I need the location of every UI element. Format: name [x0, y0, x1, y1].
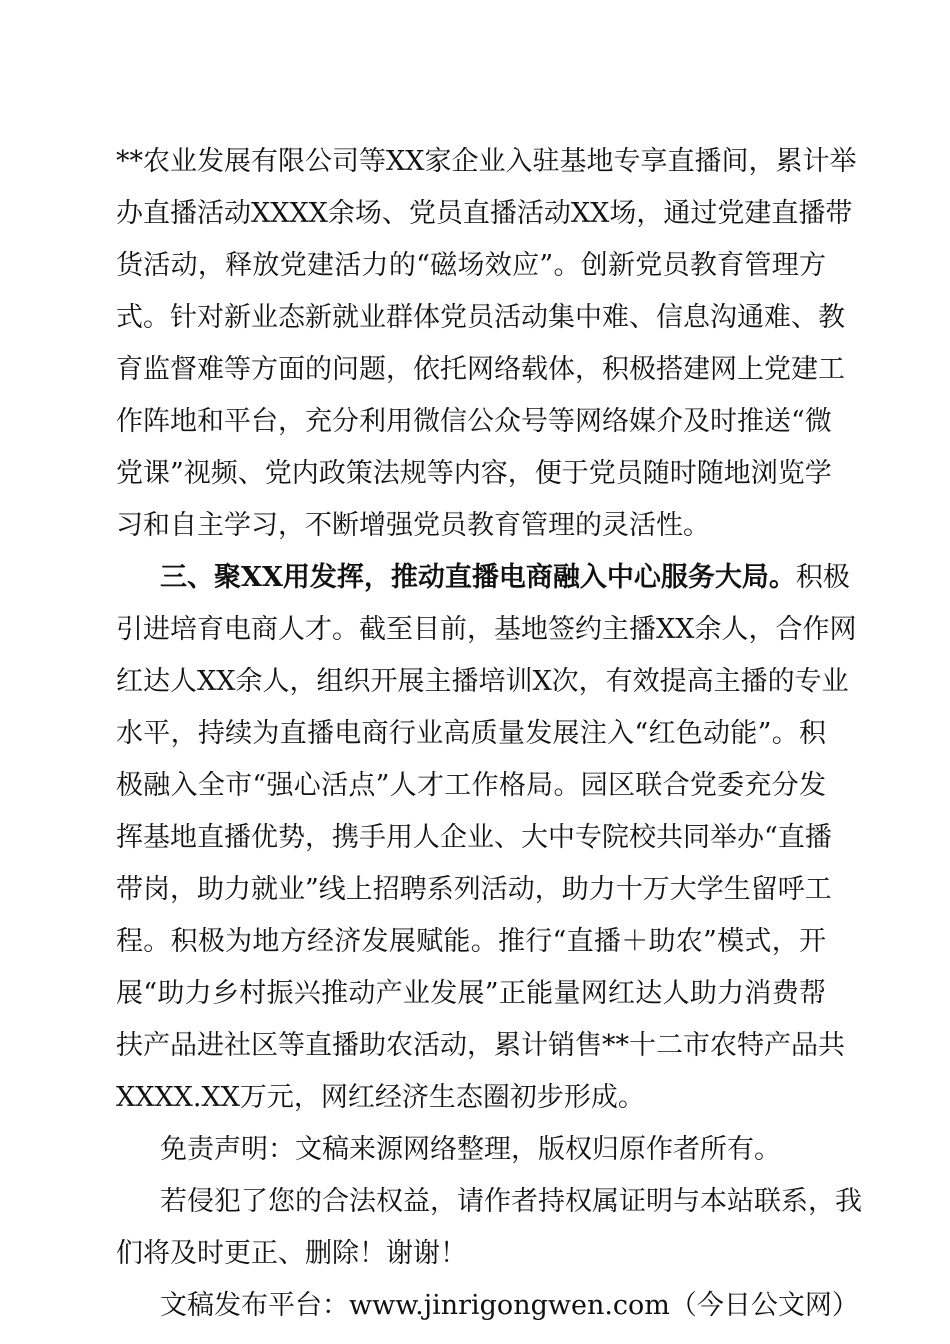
section-heading: 三、聚XX用发挥，推动直播电商融入中心服务大局。 — [160, 562, 796, 593]
p2-line-8: 程。积极为地方经济发展赋能。推行“直播＋助农”模式，开 — [116, 926, 826, 957]
p2-line-6: 挥基地直播优势，携手用人企业、大中专院校共同举办“直播 — [116, 822, 832, 853]
p2-line-11: XXXX.XX万元，网红经济生态圈初步形成。 — [116, 1082, 645, 1113]
p1-line-3: 货活动，释放党建活力的“磁场效应”。创新党员教育管理方 — [116, 250, 826, 281]
p1-line-7: 党课”视频、党内政策法规等内容，便于党员随时随地浏览学 — [116, 458, 832, 489]
p1-line-8: 习和自主学习，不断增强党员教育管理的灵活性。 — [116, 510, 710, 541]
p2-line-4: 水平，持续为直播电商行业高质量发展注入“红色动能”。积 — [116, 718, 826, 749]
p2-line-9: 展“助力乡村振兴推动产业发展”正能量网红达人助力消费帮 — [116, 978, 826, 1009]
publishing-platform-line: 文稿发布平台：www.jinrigongwen.com（今日公文网） — [160, 1290, 859, 1321]
p2-first-line — [160, 552, 850, 604]
p1-line-5: 育监督难等方面的问题，依托网络载体，积极搭建网上党建工 — [116, 354, 845, 385]
p2-line-5: 极融入全市“强心活点”人才工作格局。园区联合党委充分发 — [116, 770, 826, 801]
p1-line-2: 办直播活动XXXX余场、党员直播活动XX场，通过党建直播带 — [116, 198, 853, 229]
p1-line-4: 式。针对新业态新就业群体党员活动集中难、信息沟通难、教 — [116, 302, 845, 333]
p1-line-1: **农业发展有限公司等XX家企业入驻基地专享直播间，累计举 — [116, 146, 857, 177]
infringement-notice-line-1: 若侵犯了您的合法权益，请作者持权属证明与本站联系，我 — [160, 1186, 862, 1217]
p2-first-line-rest: 积极 — [795, 562, 850, 593]
p2-line-10: 扶产品进社区等直播助农活动，累计销售**十二市农特产品共 — [116, 1030, 845, 1061]
infringement-notice-line-2: 们将及时更正、删除！谢谢！ — [116, 1238, 467, 1269]
disclaimer-line: 免责声明：文稿来源网络整理，版权归原作者所有。 — [160, 1134, 781, 1165]
p2-line-7: 带岗，助力就业”线上招聘系列活动，助力十万大学生留呼工 — [116, 874, 832, 905]
p1-line-6: 作阵地和平台，充分利用微信公众号等网络媒介及时推送“微 — [116, 406, 832, 437]
p2-line-2: 引进培育电商人才。截至目前，基地签约主播XX余人，合作网 — [116, 614, 857, 645]
p2-line-3: 红达人XX余人，组织开展主播培训X次，有效提高主播的专业 — [116, 666, 849, 697]
